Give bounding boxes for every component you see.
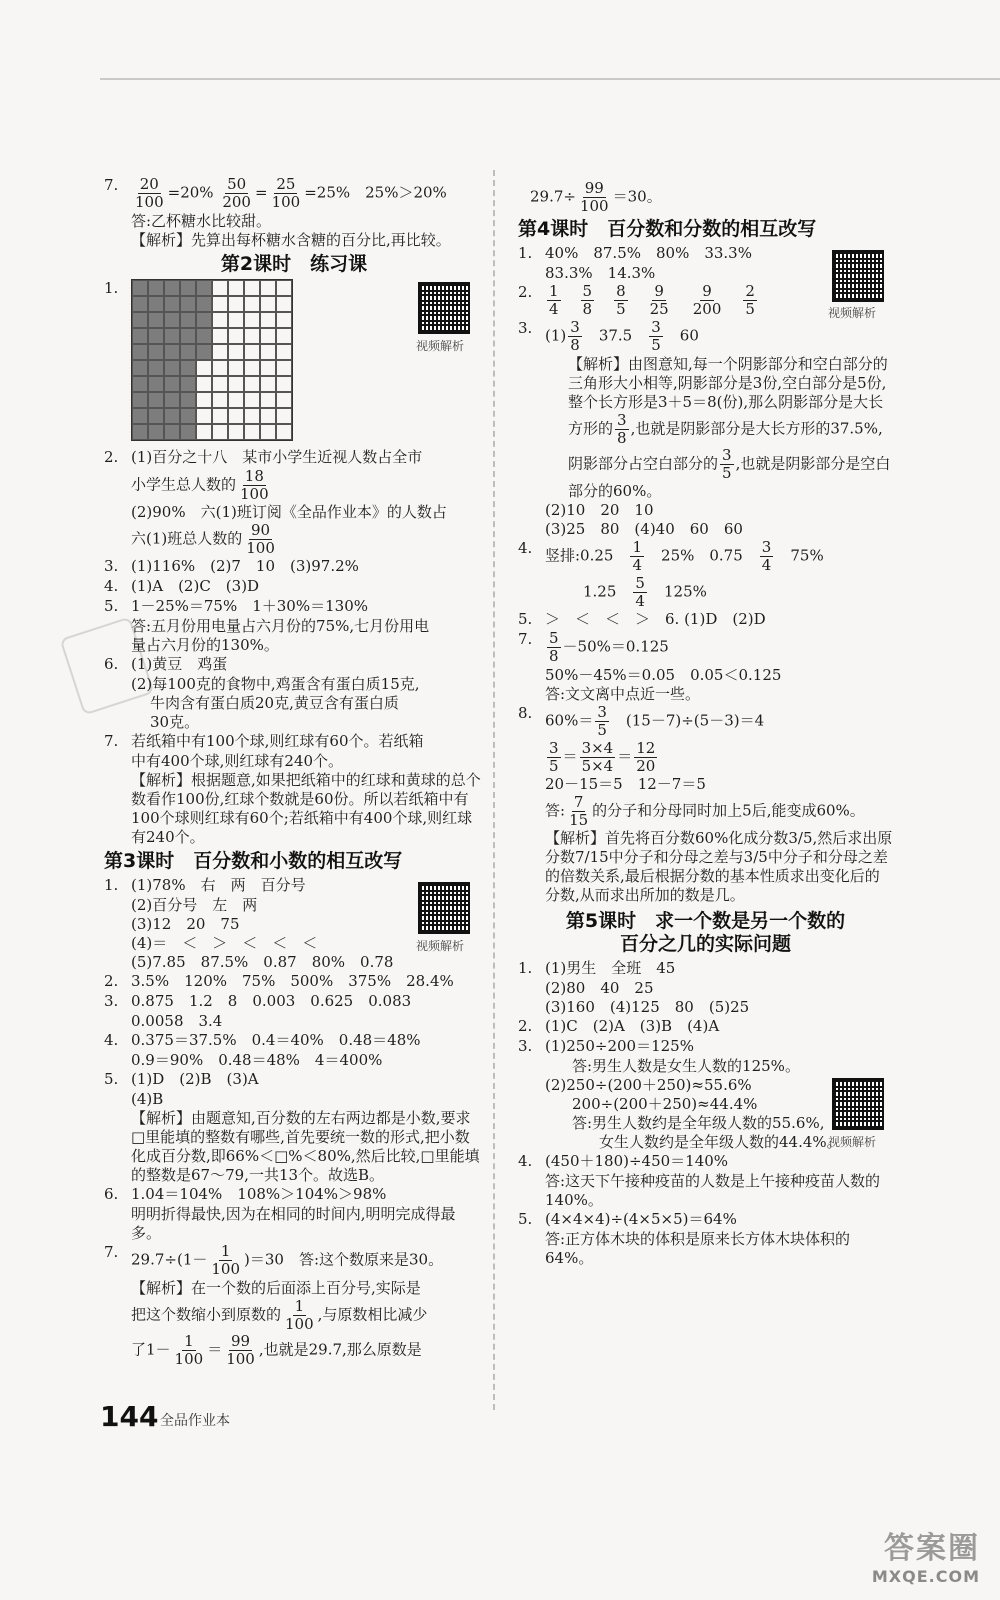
grid-cell [244, 376, 260, 392]
grid-cell [212, 280, 228, 296]
grid-cell [196, 280, 212, 296]
section-heading-3: 第3课时 百分数和小数的相互改写 [104, 850, 403, 872]
grid-cell [164, 392, 180, 408]
r5-q3: 3. (1)250÷200＝125% [518, 1037, 694, 1055]
analysis-paragraph: 【解析】首先将百分数60%化成分数3/5,然后求出原分数7/15中分子和分母之差与3/5中分子和分母之差的倍数关系,最后根据分数的基本性质求出变化后的分数,从而求出所加的数是几。 [545, 829, 893, 904]
fraction: $\frac{2}{5}$ [745, 282, 755, 318]
left-column: 7. $\frac{20}{100}$ =20% $\frac{50}{200}$ = $\frac{25}{100}$ =25% 25%＞20% 答:乙杯糖水比较甜。 【解析】先算出每杯糖水含糖的百分比,再比较。 第2课时 练习课 1. 2. (1)百分之十八 某市小学生近视人数占全市 小学生总人数的 $\frac{18}{100}$ (2)90% 六(1)班订阅《全品作业本》的人数占 六(1)班总人数的 $\frac{90}{100}$ 3. (1)116% (2)7 10 (3)97.2% 4. (1)A (2)C (3)D 5. 1－25%＝75% 1＋30%＝130% 答:五月份用电量占六月份的75%,七月份用电 量占六月份的130%。 6. (1)黄豆 鸡蛋 (2)每100克的食物中,鸡蛋含有蛋白质15克, 牛肉含有蛋白质20克,黄豆含有蛋白质 30克。 7. 若纸箱中有100个球,则红球有60个。若纸箱 中有400个球,则红球有240个。 【解析】根据题意,如果把纸箱中的红球和黄球的总个数看作100份,红球个数就是60份。所以若纸箱中有100个球则红球有60个;若纸箱中有400个球,则红球有240个。 第3课时 百分数和小数的相互改写 1. (1)78% 右 两 百分号 (2)百分号 左 两 (3)12 20 75 (4)＝ ＜ ＞ ＜ ＜ ＜ (5)7.85 87.5% 0.87 80% 0.78 2. 3.5% 120% 75% 500% 375% 28.4% 3. 0.875 1.2 8 0.003 0.625 0.083 0.0058 3.4 4. 0.375＝37.5% 0.4＝40% 0.48＝48% 0.9＝90% 0.48＝48% 4＝400% 5. (1)D (2)B (3)A (4)B 【解析】由题意知,百分数的左右两边都是小数,要求□里能填的整数有哪些,首先要统一数的形式,把小数化成百分数,即66%＜□%＜80%,然后比较,□里能填的整数是67～79,一共13个。故选B。 6. 1.04＝104% 108%＞104%＞98% 明明折得最快,因为在相同的时间内,明明完成得最多。 7. 29.7÷(1－ $\frac{1}{100}$ )＝30 答:这个数原来是30。 【解析】在一个数的后面添上百分号,实际是 把这个数缩小到原数的 $\frac{1}{100}$ ,与原数相比减少 了1－ $\frac{1}{100}$ ＝ $\frac{99}{100}$ ,也就是29.7,那么原数是 [104, 176, 484, 1368]
hundred-grid [131, 279, 293, 441]
fraction: $\frac{3}{8}$ [617, 411, 627, 447]
grid-cell [244, 344, 260, 360]
l2-q6: 6. (1)黄豆 鸡蛋 [104, 655, 228, 673]
fraction: $\frac{3}{5}$ [722, 446, 732, 482]
qr-code-icon[interactable] [418, 882, 470, 934]
grid-cell [180, 296, 196, 312]
fraction: $\frac{3}{4}$ [761, 538, 772, 574]
l2-q4: 4. (1)A (2)C (3)D [104, 577, 260, 595]
grid-cell [164, 328, 180, 344]
grid-cell [148, 424, 164, 440]
grid-cell [228, 328, 244, 344]
r4-q1: 1. 40% 87.5% 80% 33.3% [518, 244, 752, 262]
r5-q2: 2. (1)C (2)A (3)B (4)A [518, 1017, 720, 1035]
grid-cell [132, 328, 148, 344]
grid-cell [196, 408, 212, 424]
grid-cell [180, 424, 196, 440]
l3-q7: 7. 29.7÷(1－ $\frac{1}{100}$ )＝30 答:这个数原来是30。 [104, 1242, 444, 1278]
fraction: $\frac{1}{4}$ [632, 538, 643, 574]
grid-cell [196, 424, 212, 440]
fraction: $\frac{5}{8}$ [582, 282, 593, 318]
l2-q5: 5. 1－25%＝75% 1＋30%＝130% [104, 597, 368, 615]
grid-cell [180, 344, 196, 360]
grid-cell [244, 360, 260, 376]
r5-q4: 4. (450＋180)÷450＝140% [518, 1152, 729, 1170]
grid-cell [196, 392, 212, 408]
grid-cell [260, 376, 276, 392]
fraction: $\frac{9}{200}$ [692, 282, 722, 318]
l2-q2: 2. (1)百分之十八 某市小学生近视人数占全市 [104, 448, 423, 466]
l2-q1: 1. [104, 279, 484, 447]
grid-cell [132, 360, 148, 376]
fraction: $\frac{3}{8}$ [570, 318, 580, 354]
grid-cell [132, 312, 148, 328]
answer-line: 答:乙杯糖水比较甜。 [131, 212, 272, 230]
r4-q4: 4. 竖排:0.25 $\frac{1}{4}$ 25% 0.75 $\frac{3}{4}$ 75% [518, 538, 824, 574]
grid-cell [148, 312, 164, 328]
book-title: 全品作业本 [160, 1413, 230, 1429]
grid-cell [180, 328, 196, 344]
grid-cell [132, 376, 148, 392]
grid-cell [164, 296, 180, 312]
grid-cell [196, 360, 212, 376]
grid-cell [244, 424, 260, 440]
fraction: $\frac{1}{4}$ [549, 282, 559, 318]
page-number: 144 [100, 1400, 159, 1433]
grid-cell [276, 344, 292, 360]
grid-cell [132, 392, 148, 408]
column-divider [493, 170, 495, 1410]
grid-cell [132, 408, 148, 424]
grid-cell [164, 280, 180, 296]
grid-cell [180, 408, 196, 424]
fraction: $\frac{9}{25}$ [649, 282, 669, 318]
grid-cell [196, 328, 212, 344]
grid-cell [276, 280, 292, 296]
grid-cell [244, 280, 260, 296]
section-heading-5b: 百分之几的实际问题 [619, 933, 791, 955]
grid-cell [196, 376, 212, 392]
grid-cell [132, 296, 148, 312]
grid-cell [244, 312, 260, 328]
grid-cell [276, 424, 292, 440]
grid-cell [212, 344, 228, 360]
grid-cell [260, 312, 276, 328]
grid-cell [180, 376, 196, 392]
grid-cell [228, 424, 244, 440]
fraction: $\frac{3}{5}$ [597, 703, 607, 739]
grid-cell [180, 392, 196, 408]
watermark: 答案圈 MXQE.COM [871, 1531, 980, 1586]
top-rule [100, 78, 1000, 80]
fraction: $\frac{7}{15}$ [569, 793, 589, 829]
l2-q7: 7. 若纸箱中有100个球,则红球有60个。若纸箱 [104, 732, 424, 750]
section-heading-5a: 第5课时 求一个数是另一个数的 [565, 910, 846, 932]
fraction: $\frac{8}{5}$ [616, 282, 626, 318]
r4-q2: 2. $\frac{1}{4}$ $\frac{5}{8}$ $\frac{8}{5}$ $\frac{9}{25}$ $\frac{9}{200}$ $\frac{2}{5}$ [518, 282, 755, 318]
grid-cell [164, 376, 180, 392]
grid-cell [180, 360, 196, 376]
l3-q4: 4. 0.375＝37.5% 0.4＝40% 0.48＝48% [104, 1031, 421, 1049]
fraction: $\frac{99}{100}$ [579, 179, 609, 215]
grid-cell [164, 424, 180, 440]
grid-cell [212, 408, 228, 424]
grid-cell [148, 280, 164, 296]
grid-cell [148, 376, 164, 392]
grid-cell [212, 376, 228, 392]
fraction: $\frac{20}{100}$ [135, 175, 164, 211]
grid-cell [148, 296, 164, 312]
l3-q5: 5. (1)D (2)B (3)A [104, 1070, 259, 1088]
grid-cell [276, 360, 292, 376]
grid-cell [132, 280, 148, 296]
grid-cell [212, 360, 228, 376]
grid-cell [132, 424, 148, 440]
fraction: $\frac{3\times 4}{5\times 4}$ [581, 739, 614, 775]
grid-cell [148, 392, 164, 408]
grid-cell [260, 296, 276, 312]
r-top-line: 29.7÷ $\frac{99}{100}$ ＝30。 [530, 179, 662, 215]
grid-cell [148, 344, 164, 360]
grid-cell [164, 312, 180, 328]
qr-label: 视频解析 [828, 1135, 877, 1149]
r4-q5: 5. ＞ ＜ ＜ ＞ 6. (1)D (2)D [518, 610, 766, 628]
fraction: $\frac{99}{100}$ [226, 1332, 255, 1368]
grid-cell [212, 296, 228, 312]
analysis-paragraph: 【解析】根据题意,如果把纸箱中的红球和黄球的总个数看作100份,红球个数就是60份。所以若纸箱中有100个球则红球有60个;若纸箱中有400个球,则红球有240个。 [131, 771, 481, 846]
right-column: 29.7÷ $\frac{99}{100}$ ＝30。 第4课时 百分数和分数的相互改写 1. 40% 87.5% 80% 33.3% 83.3% 14.3% 2. $\frac{1}{4}$ $\frac{5}{8}$ $\frac{8}{5}$ $\frac{9}{25}$ $\frac{9}{200}$ $\frac{2}{5}$ 3. (1) $\frac{3}{8}$ 37.5 $\frac{3}{5}$ 60 【解析】由图意知,每一个阴影部分和空白部分的三角形大小相等,阴影部分是3份,空白部分是5份,整个长方形是3＋5＝8(份),那么阴影部分是大长方形的 $\frac{3}{8}$ ,也就是阴影部分是大长方形的37.5%,阴影部分占空白部分的 $\frac{3}{5}$ ,也就是阴影部分是空白部分的60%。 (2)10 20 10 (3)25 80 (4)40 60 60 4. 竖排:0.25 $\frac{1}{4}$ 25% 0.75 $\frac{3}{4}$ 75% 1.25 $\frac{5}{4}$ 125% 5. ＞ ＜ ＜ ＞ 6. (1)D (2)D 7. $\frac{5}{8}$ －50%＝0.125 50%－45%＝0.05 0.05＜0.125 答:文文离中点近一些。 8. 60%＝ $\frac{3}{5}$ (15－7)÷(5－3)＝4 $\frac{3}{5}$ ＝ $\frac{3\times 4}{5\times 4}$ ＝ $\frac{12}{20}$ 20－15＝5 12－7＝5 答: $\frac{7}{15}$ 的分子和分母同时加上5后,能变成60%。 【解析】首先将百分数60%化成分数3/5,然后求出原分数7/15中分子和分母之差与3/5中分子和分母之差的倍数关系,最后根据分数的基本性质求出变化后的分数,从而求出所加的数是几。 第5课时 求一个数是另一个数的 百分之几的实际问题 1. (1)男生 全班 45 (2)80 40 25 (3)160 (4)125 80 (5)25 2. (1)C (2)A (3)B (4)A 3. (1)250÷200＝125% 答:男生人数是女生人数的125%。 (2)250÷(200＋250)≈55.6% 200÷(200＋250)≈44.4% 答:男生人数约是全年级人数的55.6%, 女生人数约是全年级人数的44.4%。 4. (450＋180)÷450＝140% 答:这天下午接种疫苗的人数是上午接种疫苗人数的140%。 5. (4×4×4)÷(4×5×5)＝64% 答:正方体木块的体积是原来长方体木块体积的64%。 [518, 179, 893, 1267]
grid-cell [276, 376, 292, 392]
fraction: $\frac{5}{4}$ [635, 574, 645, 610]
grid-cell [260, 392, 276, 408]
r4-q3: 3. (1) $\frac{3}{8}$ 37.5 $\frac{3}{5}$ 60 [518, 318, 699, 354]
grid-cell [180, 280, 196, 296]
grid-cell [164, 360, 180, 376]
grid-cell [276, 392, 292, 408]
fraction: $\frac{90}{100}$ [246, 521, 275, 557]
grid-cell [260, 408, 276, 424]
grid-cell [260, 424, 276, 440]
grid-cell [276, 408, 292, 424]
grid-cell [180, 312, 196, 328]
r4-q7: 7. $\frac{5}{8}$ －50%＝0.125 [518, 629, 669, 665]
fraction: $\frac{18}{100}$ [240, 467, 269, 503]
grid-cell [244, 392, 260, 408]
l3-q3: 3. 0.875 1.2 8 0.003 0.625 0.083 [104, 992, 412, 1010]
analysis-line: 【解析】先算出每杯糖水含糖的百分比,再比较。 [131, 231, 451, 249]
grid-cell [244, 328, 260, 344]
fraction: $\frac{3}{5}$ [549, 739, 559, 775]
grid-cell [228, 360, 244, 376]
fraction: $\frac{12}{20}$ [636, 739, 656, 775]
grid-cell [260, 280, 276, 296]
grid-cell [228, 312, 244, 328]
grid-cell [228, 392, 244, 408]
fraction: $\frac{5}{8}$ [549, 629, 559, 665]
r5-q5: 5. (4×4×4)÷(4×5×5)＝64% [518, 1210, 737, 1228]
grid-cell [164, 408, 180, 424]
l3-q1: 1. (1)78% 右 两 百分号 [104, 876, 306, 894]
grid-cell [164, 344, 180, 360]
grid-cell [212, 312, 228, 328]
grid-cell [196, 296, 212, 312]
grid-cell [196, 344, 212, 360]
grid-cell [276, 328, 292, 344]
l-q7: 7. $\frac{20}{100}$ =20% $\frac{50}{200}$ = $\frac{25}{100}$ =25% 25%＞20% [104, 175, 447, 211]
fraction: $\frac{25}{100}$ [271, 175, 301, 211]
grid-cell [148, 408, 164, 424]
qr-code-icon[interactable] [418, 282, 470, 334]
l3-q2: 2. 3.5% 120% 75% 500% 375% 28.4% [104, 972, 454, 990]
grid-cell [212, 392, 228, 408]
grid-cell [212, 328, 228, 344]
grid-cell [244, 296, 260, 312]
fraction: $\frac{1}{100}$ [174, 1332, 204, 1368]
qr-label: 视频解析 [416, 339, 465, 353]
analysis-paragraph: 【解析】由题意知,百分数的左右两边都是小数,要求□里能填的整数有哪些,首先要统一数的形式,把小数化成百分数,即66%＜□%＜80%,然后比较,□里能填的整数是67～79,一共13个。故选B。 [131, 1109, 480, 1184]
grid-cell [260, 344, 276, 360]
grid-cell [132, 344, 148, 360]
fraction: $\frac{1}{100}$ [211, 1242, 241, 1278]
grid-cell [228, 376, 244, 392]
grid-cell [244, 408, 260, 424]
grid-cell [148, 360, 164, 376]
grid-cell [276, 312, 292, 328]
r4-q8: 8. 60%＝ $\frac{3}{5}$ (15－7)÷(5－3)＝4 [518, 703, 765, 739]
grid-cell [228, 408, 244, 424]
grid-cell [260, 360, 276, 376]
grid-cell [228, 280, 244, 296]
r5-q1: 1. (1)男生 全班 45 [518, 959, 676, 977]
grid-cell [148, 328, 164, 344]
section-heading-2: 第2课时 练习课 [220, 253, 368, 275]
grid-cell [196, 312, 212, 328]
section-heading-4: 第4课时 百分数和分数的相互改写 [518, 218, 817, 240]
grid-cell [228, 296, 244, 312]
fraction: $\frac{3}{5}$ [651, 318, 661, 354]
l2-q3: 3. (1)116% (2)7 10 (3)97.2% [104, 557, 359, 575]
grid-cell [228, 344, 244, 360]
fraction: $\frac{50}{200}$ [222, 175, 251, 211]
grid-cell [276, 296, 292, 312]
fraction: $\frac{1}{100}$ [285, 1297, 314, 1333]
grid-cell [260, 328, 276, 344]
qr-label: 视频解析 [828, 306, 877, 320]
l3-q6: 6. 1.04＝104% 108%＞104%＞98% [104, 1185, 387, 1203]
grid-cell [212, 424, 228, 440]
qr-label: 视频解析 [416, 939, 465, 953]
